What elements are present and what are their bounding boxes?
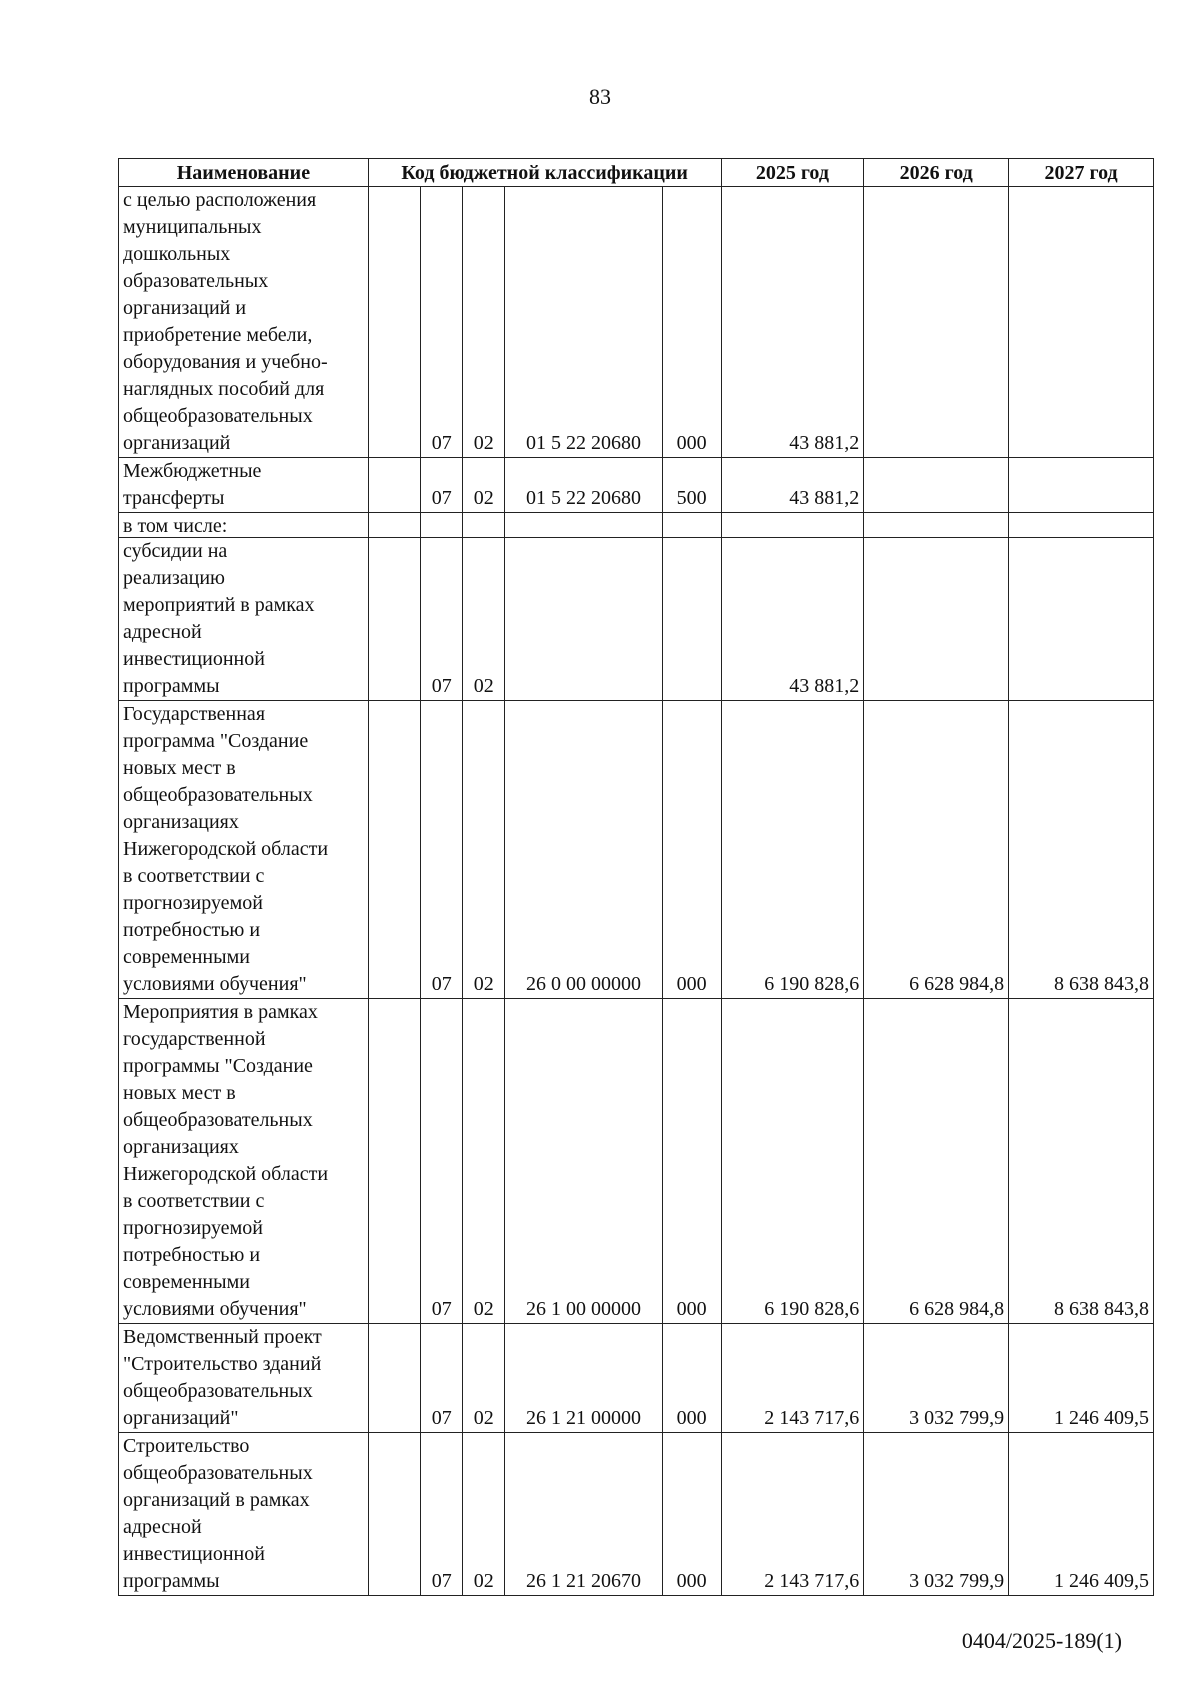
header-2025: 2025 год [721, 159, 864, 187]
cell-name [119, 999, 369, 1324]
document-code: 0404/2025-189(1) [961, 1628, 1122, 1653]
cell-target-article: 26 1 00 00000 [505, 999, 662, 1324]
cell-razdel: 07 [421, 1324, 463, 1433]
header-row [119, 159, 1154, 187]
header-name: Наименование [119, 159, 369, 187]
cell-podrazdel: 02 [463, 538, 505, 701]
cell-expense-type: 000 [662, 1324, 721, 1433]
cell-name [119, 187, 369, 458]
cell-podrazdel: 02 [463, 999, 505, 1324]
table-row [119, 701, 1154, 999]
table-row [119, 1433, 1154, 1596]
table-row [119, 513, 1154, 538]
cell-2027: 8 638 843,8 [1009, 999, 1154, 1324]
cell-razdel: 07 [421, 458, 463, 513]
cell-podrazdel: 02 [463, 1324, 505, 1433]
cell-target-article: 26 1 21 00000 [505, 1324, 662, 1433]
cell-2026 [864, 187, 1009, 458]
cell-gr [368, 187, 420, 458]
cell-gr [368, 538, 420, 701]
cell-razdel: 07 [421, 538, 463, 701]
row-name-text: с целью расположения муниципальных дошкольных образовательных организаций и приобретение мебели, оборудования и учебно- наглядных пособий для общеобразовательных организаций [123, 189, 328, 454]
cell-name [119, 1324, 369, 1433]
cell-razdel [421, 513, 463, 538]
cell-gr [368, 1324, 420, 1433]
table-row [119, 187, 1154, 458]
cell-gr [368, 513, 420, 538]
cell-expense-type: 000 [662, 701, 721, 999]
cell-expense-type: 000 [662, 1433, 721, 1596]
header-2027: 2027 год [1009, 159, 1154, 187]
cell-razdel: 07 [421, 999, 463, 1324]
cell-2026: 6 628 984,8 [864, 701, 1009, 999]
table-row [119, 1324, 1154, 1433]
cell-target-article: 26 1 21 20670 [505, 1433, 662, 1596]
cell-2027 [1009, 538, 1154, 701]
cell-expense-type: 500 [662, 458, 721, 513]
cell-name [119, 458, 369, 513]
cell-2025: 2 143 717,6 [721, 1433, 864, 1596]
cell-2026 [864, 538, 1009, 701]
cell-razdel: 07 [421, 1433, 463, 1596]
budget-table [118, 158, 1154, 1596]
cell-razdel: 07 [421, 187, 463, 458]
cell-2027: 1 246 409,5 [1009, 1433, 1154, 1596]
cell-2026 [864, 513, 1009, 538]
cell-target-article: 01 5 22 20680 [505, 458, 662, 513]
cell-expense-type [662, 538, 721, 701]
cell-expense-type: 000 [662, 999, 721, 1324]
row-name-text: Государственная программа "Создание новых мест в общеобразовательных организациях Нижегородской области в соответствии с прогнозируемой потребностью и современными условиями обучения" [123, 703, 329, 995]
cell-gr [368, 999, 420, 1324]
header-code: Код бюджетной классификации [368, 159, 721, 187]
cell-expense-type: 000 [662, 187, 721, 458]
cell-2025: 43 881,2 [721, 187, 864, 458]
row-name-text: в том числе: [123, 515, 228, 537]
cell-name [119, 1433, 369, 1596]
cell-podrazdel: 02 [463, 1433, 505, 1596]
cell-name [119, 538, 369, 701]
cell-name [119, 513, 369, 538]
table-row [119, 538, 1154, 701]
cell-2025: 43 881,2 [721, 458, 864, 513]
row-name-text: Мероприятия в рамках государственной программы "Создание новых мест в общеобразовательных организациях Нижегородской области в соответствии с прогнозируемой потребностью и современными условиями обучения" [123, 1001, 329, 1320]
cell-2027 [1009, 458, 1154, 513]
cell-gr [368, 458, 420, 513]
cell-podrazdel: 02 [463, 458, 505, 513]
row-name-text: субсидии на реализацию мероприятий в рамках адресной инвестиционной программы [123, 540, 315, 697]
cell-2027 [1009, 187, 1154, 458]
cell-2025 [721, 513, 864, 538]
cell-podrazdel: 02 [463, 701, 505, 999]
cell-2025: 43 881,2 [721, 538, 864, 701]
cell-gr [368, 701, 420, 999]
cell-podrazdel [463, 513, 505, 538]
table-row [119, 458, 1154, 513]
cell-2027 [1009, 513, 1154, 538]
row-name-text: Строительство общеобразовательных организаций в рамках адресной инвестиционной программы [123, 1435, 313, 1592]
cell-target-article: 01 5 22 20680 [505, 187, 662, 458]
cell-2026 [864, 458, 1009, 513]
cell-2026: 3 032 799,9 [864, 1433, 1009, 1596]
cell-2025: 6 190 828,6 [721, 999, 864, 1324]
cell-2026: 3 032 799,9 [864, 1324, 1009, 1433]
table-row [119, 999, 1154, 1324]
row-name-text: Ведомственный проект "Строительство зданий общеобразовательных организаций" [123, 1326, 322, 1429]
cell-target-article [505, 513, 662, 538]
cell-podrazdel: 02 [463, 187, 505, 458]
cell-2026: 6 628 984,8 [864, 999, 1009, 1324]
cell-name [119, 701, 369, 999]
cell-2025: 6 190 828,6 [721, 701, 864, 999]
cell-gr [368, 1433, 420, 1596]
cell-target-article: 26 0 00 00000 [505, 701, 662, 999]
page-number: 83 [589, 84, 611, 109]
cell-razdel: 07 [421, 701, 463, 999]
cell-target-article [505, 538, 662, 701]
cell-2027: 1 246 409,5 [1009, 1324, 1154, 1433]
table-body [119, 187, 1154, 1596]
cell-expense-type [662, 513, 721, 538]
row-name-text: Межбюджетные трансферты [123, 460, 262, 509]
cell-2027: 8 638 843,8 [1009, 701, 1154, 999]
header-2026: 2026 год [864, 159, 1009, 187]
cell-2025: 2 143 717,6 [721, 1324, 864, 1433]
